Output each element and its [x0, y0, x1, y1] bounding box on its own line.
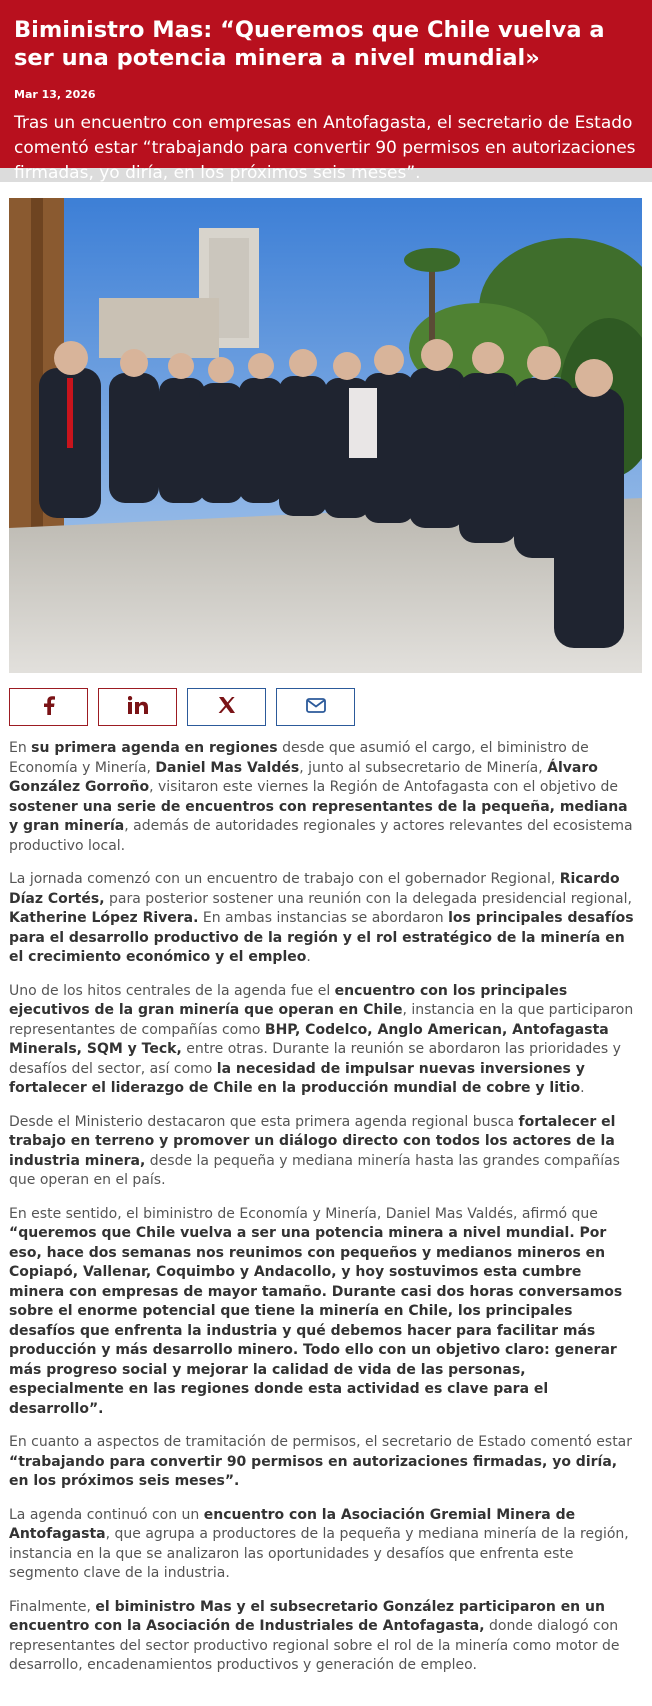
- body-text: En: [9, 740, 32, 756]
- article-paragraph: [9, 1205, 640, 1420]
- body-text: Finalmente,: [9, 1598, 96, 1615]
- bold-text: encuentro con la Asociación Gremial Minera de Antofagasta: [9, 1506, 576, 1542]
- share-email-button[interactable]: [276, 688, 355, 726]
- bold-text: Daniel Mas Valdés: [155, 759, 300, 776]
- body-text: .: [306, 949, 311, 965]
- body-text: donde dialogó con representantes del sector productivo regional sobre el rol de la minería como motor de desarrollo, encadenamientos productivos y generación de empleo.: [9, 1618, 620, 1673]
- body-text: En este sentido, el biministro de Economía y Minería, Daniel Mas Valdés, afirmó que: [9, 1205, 598, 1222]
- body-text: , visitaron este viernes la Región de Antofagasta con el objetivo de: [149, 779, 618, 795]
- bold-text: su primera agenda en regiones: [31, 740, 278, 756]
- article-paragraph: [9, 1113, 640, 1191]
- body-text: Desde el Ministerio destacaron que esta primera agenda regional busca: [9, 1113, 519, 1130]
- body-text: desde que asumió el cargo, el biministro de Economía y Minería,: [9, 740, 589, 776]
- share-facebook-button[interactable]: [9, 688, 88, 726]
- body-text: .: [580, 1080, 585, 1096]
- article-paragraph: [9, 1433, 640, 1492]
- publish-date: Mar 13, 2026: [14, 88, 96, 101]
- share-bar: [9, 688, 652, 726]
- bold-text: “queremos que Chile vuelva a ser una potencia minera a nivel mundial. Por eso, hace dos semanas nos reunimos con pequeños y medianos mineros en Copiapó, Vallenar, Coquimbo y Andacollo, y hoy sostuvimos esta cumbre minera con empresas de mayor tamaño. Durante casi dos horas conversamos sobre el enorme potencial que tiene la minería en Chile, los principales desafíos que enfrenta la industria y qué debemos hacer para facilitar más producción y más desarrollo minero. Todo ello con un objetivo claro: generar más progreso social y mejorar la calidad de vida de las personas, especialmente en las regiones donde esta actividad es clave para el desarrollo”.: [9, 1225, 623, 1417]
- body-text: La jornada comenzó con un encuentro de trabajo con el gobernador Regional,: [9, 871, 560, 887]
- bold-text: “trabajando para convertir 90 permisos en autorizaciones firmadas, yo diría, en los próximos seis meses”.: [9, 1453, 618, 1489]
- bold-text: encuentro con los principales ejecutivos de la gran minería que operan en Chile: [9, 982, 568, 1018]
- article-header: [0, 0, 652, 183]
- body-text: En ambas instancias se abordaron: [198, 910, 449, 926]
- bold-text: Álvaro González Gorroño: [9, 759, 598, 795]
- article-paragraph: [9, 1506, 640, 1584]
- article-title: Biministro Mas: “Queremos que Chile vuelva a ser una potencia minera a nivel mundial»: [14, 17, 605, 71]
- article-paragraph: [9, 870, 640, 968]
- bold-text: BHP, Codelco, Anglo American, Antofagasta Minerals, SQM y Teck,: [9, 1021, 609, 1057]
- bold-text: sostener una serie de encuentros con representantes de la pequeña, mediana y gran minería: [9, 798, 628, 834]
- bold-text: Katherine López Rivera.: [9, 910, 199, 926]
- email-icon: [306, 698, 326, 717]
- body-text: para posterior sostener una reunión con la delegada presidencial regional,: [104, 890, 632, 907]
- linkedin-icon: [128, 696, 148, 718]
- share-x-button[interactable]: [187, 688, 266, 726]
- body-text: desde la pequeña y mediana minería hasta las grandes compañías que operan en el país.: [9, 1152, 620, 1188]
- body-text: La agenda continuó con un: [9, 1506, 204, 1523]
- body-text: En cuanto a aspectos de tramitación de permisos, el secretario de Estado comentó estar: [9, 1434, 633, 1450]
- body-text: , que agrupa a productores de la pequeña y mediana minería de la región, instancia en la que se analizaron las oportunidades y desafíos que enfrenta este segmento clave de la industria.: [9, 1526, 629, 1581]
- x-icon: [218, 696, 236, 718]
- body-text: Uno de los hitos centrales de la agenda fue el: [9, 982, 335, 999]
- bold-text: fortalecer el trabajo en terreno y promover un diálogo directo con todos los actores de la industria minera,: [9, 1113, 616, 1169]
- article-paragraph: [9, 982, 640, 1099]
- article-body: [0, 726, 652, 1676]
- article-lead: Tras un encuentro con empresas en Antofagasta, el secretario de Estado comentó estar “trabajando para convertir 90 permisos en autorizaciones firmadas, yo diría, en los próximos seis meses”.: [14, 113, 636, 183]
- bold-text: la necesidad de impulsar nuevas inversiones y fortalecer el liderazgo de Chile en la producción mundial de cobre y litio: [9, 1060, 585, 1096]
- body-text: entre otras. Durante la reunión se abordaron las prioridades y desafíos del sector, así como: [9, 1041, 621, 1077]
- body-text: , instancia en la que participaron representantes de compañías como: [9, 1002, 634, 1038]
- body-text: , junto al subsecretario de Minería,: [299, 759, 548, 776]
- body-text: , además de autoridades regionales y actores relevantes del ecosistema productivo local.: [9, 818, 633, 854]
- bold-text: el biministro Mas y el subsecretario González participaron en un encuentro con la Asociación de Industriales de Antofagasta,: [9, 1598, 605, 1634]
- bold-text: Ricardo Díaz Cortés,: [9, 871, 620, 907]
- group-photo: [9, 198, 642, 673]
- article-paragraph: [9, 739, 640, 856]
- share-linkedin-button[interactable]: [98, 688, 177, 726]
- article-paragraph: [9, 1598, 640, 1676]
- bold-text: los principales desafíos para el desarrollo productivo de la región y el rol estratégico de la minería en el crecimiento económico y el empleo: [9, 910, 634, 965]
- facebook-icon: [42, 695, 56, 719]
